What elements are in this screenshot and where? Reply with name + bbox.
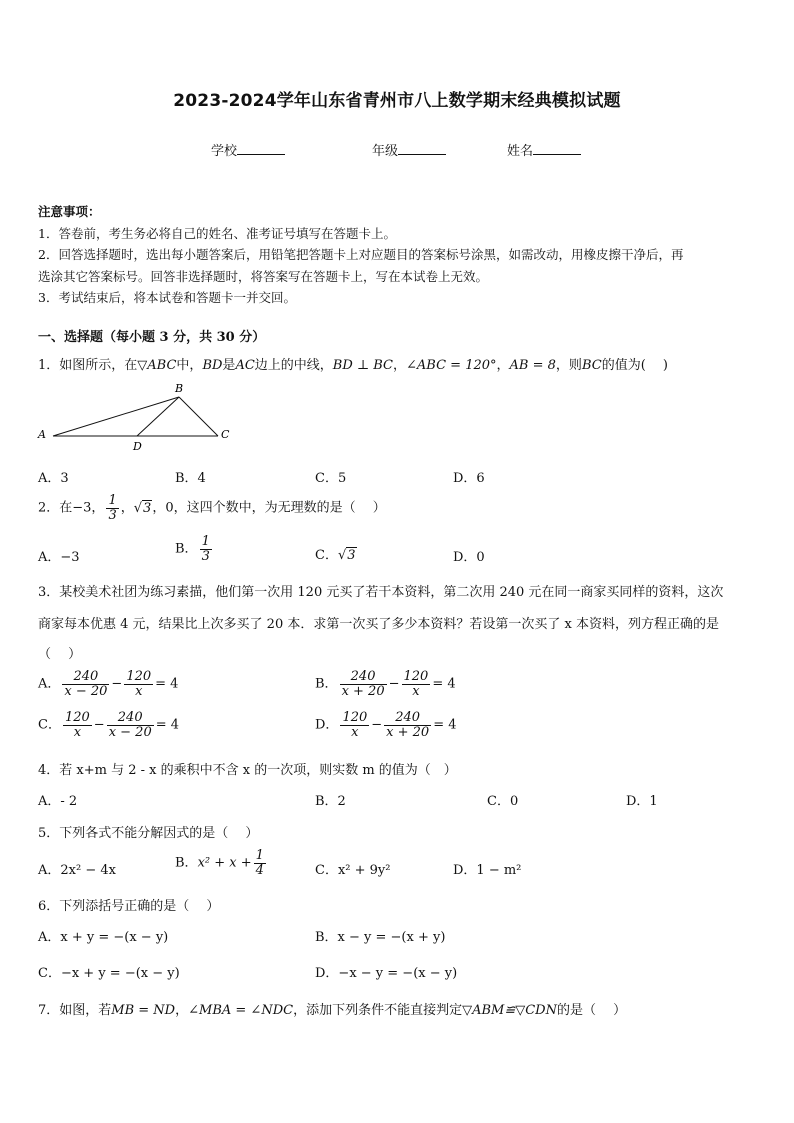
- name-label: 姓名: [507, 144, 534, 159]
- fraction-denominator: x: [351, 724, 359, 740]
- q4-option-c[interactable]: C．0: [487, 794, 519, 809]
- q7-text: ，添加下列条件不能直接判定: [293, 1003, 463, 1018]
- q4-option-a[interactable]: A．- 2: [38, 794, 78, 809]
- grade-label: 年级: [372, 144, 399, 159]
- fraction: [254, 849, 266, 877]
- fraction-numerator: 240: [384, 711, 431, 726]
- q7-congruence: ▽ABM≌▽CDN: [462, 1003, 557, 1018]
- q5-option-a[interactable]: A．2x² − 4x: [38, 863, 116, 878]
- q3-option-d[interactable]: D． $\frac{120}{x}$ − $\frac{240}{x + 20}$ = 4: [315, 710, 457, 740]
- q1-length: AB = 8: [509, 358, 556, 373]
- fraction-denominator: x: [73, 724, 82, 740]
- fraction-numerator: 240: [62, 670, 109, 685]
- q6-option-c[interactable]: C．−x + y = −(x − y): [38, 966, 180, 981]
- fraction-denominator: x + 20: [341, 683, 385, 699]
- q1-text: ，: [496, 358, 510, 373]
- q5-option-b[interactable]: [175, 849, 268, 877]
- question-1: [38, 354, 668, 373]
- sqrt-radicand: 3: [347, 548, 356, 563]
- q2-option-a[interactable]: A．−3: [38, 550, 80, 565]
- q2-option-c[interactable]: [315, 544, 357, 563]
- exam-notes: [38, 201, 758, 309]
- question-6: 6．下列添括号正确的是（ ）: [38, 899, 220, 914]
- q1-text: 边上的中线，: [254, 358, 333, 373]
- fraction-denominator: x: [135, 683, 143, 699]
- option-label: D．: [315, 717, 339, 733]
- point-a-label: A: [38, 428, 46, 441]
- q6-option-a[interactable]: A．x + y = −(x − y): [38, 930, 169, 945]
- segment-bd: [137, 397, 179, 436]
- q2-sqrt: [134, 501, 153, 516]
- sqrt-radicand: 3: [143, 500, 152, 516]
- q2-option-b-fraction: [200, 535, 212, 563]
- equation-rhs: = 4: [155, 676, 179, 692]
- note-item: 1．答卷前，考生务必将自己的姓名、准考证号填写在答题卡上。: [38, 225, 396, 241]
- school-label: 学校: [211, 144, 238, 159]
- q2-text: ，: [120, 500, 134, 516]
- q2-fraction: [106, 494, 118, 522]
- q1-option-d[interactable]: D．6: [453, 471, 485, 486]
- expression: x² + x +: [197, 855, 252, 871]
- q2-option-c-sqrt: [338, 548, 357, 563]
- q7-condition: MB = ND: [111, 1003, 176, 1018]
- q7-text: ，: [175, 1003, 189, 1018]
- question-4: 4．若 x+m 与 2 - x 的乘积中不含 x 的一次项，则实数 m 的值为（ ）: [38, 763, 457, 778]
- segment-ab: [53, 397, 179, 436]
- option-label: B．: [315, 676, 338, 692]
- q1-text: 是: [222, 358, 236, 373]
- fraction-numerator: 1: [201, 534, 210, 549]
- point-b-label: B: [175, 382, 184, 395]
- q3-option-c[interactable]: C． $\frac{120}{x}$ − $\frac{240}{x - 20}$ = 4: [38, 710, 180, 740]
- fraction: [340, 670, 387, 698]
- q1-option-b[interactable]: B．4: [175, 471, 206, 486]
- q4-option-d[interactable]: D．1: [626, 794, 658, 809]
- fraction-numerator: 120: [126, 669, 152, 684]
- q1-segment: BC: [581, 358, 602, 373]
- q1-option-c[interactable]: C．5: [315, 471, 347, 486]
- q2-option-d[interactable]: D．0: [453, 550, 485, 565]
- q2-text: ，0，这四个数中，为无理数的是（ ）: [152, 500, 386, 516]
- option-label: B．: [175, 855, 198, 871]
- equation-rhs: = 4: [155, 717, 180, 733]
- q1-text: ，: [393, 358, 407, 373]
- q7-text: 7．如图，若: [38, 1003, 112, 1018]
- fraction-numerator: 1: [255, 848, 264, 863]
- page-title: 2023-2024学年山东省青州市八上数学期末经典模拟试题: [173, 91, 621, 111]
- school-blank[interactable]: [237, 142, 285, 155]
- fraction: [340, 711, 369, 739]
- notes-heading: 注意事项：: [38, 204, 101, 219]
- question-3-line-2: 商家每本优惠 4 元，结果比上次多买了 20 本．求第一次买了多少本资料？若设第一次买了 x 本资料，列方程正确的是: [38, 617, 719, 632]
- segment-bc: [179, 397, 218, 436]
- equation-rhs: = 4: [433, 717, 457, 733]
- option-label: B．: [175, 541, 198, 557]
- q3-option-a[interactable]: A． $\frac{240}{x - 20}$ − $\frac{120}{x}$ = 4: [38, 669, 179, 699]
- q1-text: 中，: [176, 358, 203, 373]
- q5-option-d[interactable]: D．1 − m²: [453, 863, 522, 878]
- grade-blank[interactable]: [398, 142, 446, 155]
- question-3-line-3: （ ）: [38, 647, 82, 662]
- student-info-row: [0, 140, 794, 160]
- point-c-label: C: [221, 428, 230, 441]
- fraction-denominator: 3: [201, 548, 210, 564]
- fraction-denominator: 3: [108, 507, 117, 523]
- fraction-numerator: 120: [342, 710, 368, 725]
- fraction-numerator: 1: [108, 493, 117, 508]
- name-field[interactable]: [507, 140, 581, 159]
- fraction-denominator: x + 20: [386, 724, 430, 740]
- q1-perp: BD ⊥ BC: [332, 358, 394, 373]
- fraction-denominator: 4: [255, 862, 264, 878]
- fraction: [107, 711, 154, 739]
- question-2: [38, 494, 386, 522]
- q1-angle: ∠ABC = 120°: [406, 358, 497, 373]
- q6-option-d[interactable]: D．−x − y = −(x − y): [315, 966, 458, 981]
- fraction-denominator: x − 20: [108, 724, 152, 740]
- q6-option-b[interactable]: B．x − y = −(x + y): [315, 930, 446, 945]
- q1-option-a[interactable]: A．3: [38, 471, 69, 486]
- equation-rhs: = 4: [432, 676, 456, 692]
- q5-option-c[interactable]: C．x² + 9y²: [315, 863, 391, 878]
- q2-text: 2．在−3，: [38, 500, 105, 516]
- fraction: [124, 670, 153, 698]
- option-label: A．: [38, 676, 61, 692]
- q7-condition: ∠MBA = ∠NDC: [188, 1003, 294, 1018]
- fraction-numerator: 240: [107, 711, 154, 726]
- fraction: [63, 711, 92, 739]
- name-blank[interactable]: [533, 142, 581, 155]
- q1-triangle: ▽ABC: [137, 358, 177, 373]
- q1-text: 的值为( ): [601, 358, 668, 373]
- fraction-numerator: 120: [403, 669, 429, 684]
- school-field[interactable]: [211, 140, 285, 159]
- fraction-numerator: 120: [64, 710, 90, 725]
- option-label: C．: [315, 548, 338, 563]
- q7-text: 的是（ ）: [556, 1003, 627, 1018]
- fraction: [62, 670, 109, 698]
- question-3-line-1: 3．某校美术社团为练习素描，他们第一次用 120 元买了若干本资料，第二次用 240 元在同一商家买同样的资料，这次: [38, 585, 724, 600]
- q3-option-b[interactable]: B． $\frac{240}{x + 20}$ − $\frac{120}{x}$ = 4: [315, 669, 456, 699]
- section-heading: 一、选择题（每小题 3 分，共 30 分）: [38, 330, 266, 345]
- q1-segment: AC: [235, 358, 255, 373]
- q1-text: ，则: [555, 358, 582, 373]
- option-label: C．: [38, 717, 61, 733]
- fraction-numerator: 240: [340, 670, 387, 685]
- question-5: 5．下列各式不能分解因式的是（ ）: [38, 826, 259, 841]
- sqrt-symbol: √: [133, 500, 143, 516]
- q1-segment: BD: [202, 358, 223, 373]
- grade-field[interactable]: [372, 140, 446, 159]
- q4-option-b[interactable]: B．2: [315, 794, 346, 809]
- fraction: [402, 670, 431, 698]
- sqrt-symbol: √: [337, 548, 347, 563]
- fraction: [384, 711, 431, 739]
- q2-option-b[interactable]: [175, 535, 214, 563]
- fraction-denominator: x − 20: [64, 683, 108, 699]
- note-item: 3．考试结束后，将本试卷和答题卡一并交回。: [38, 290, 296, 305]
- q1-text: 1．如图所示，在: [38, 358, 138, 373]
- point-d-label: D: [133, 440, 142, 453]
- note-item: 2．回答选择题时，选出每小题答案后，用铅笔把答题卡上对应题目的答案标号涂黑，如需改动，用橡皮擦干净后，再: [38, 247, 684, 262]
- fraction-denominator: x: [412, 683, 420, 699]
- q1-triangle-figure: [34, 380, 244, 455]
- question-7: [38, 999, 626, 1018]
- note-item: 选涂其它答案标号。回答非选择题时，将答案写在答题卡上，写在本试卷上无效。: [38, 268, 489, 284]
